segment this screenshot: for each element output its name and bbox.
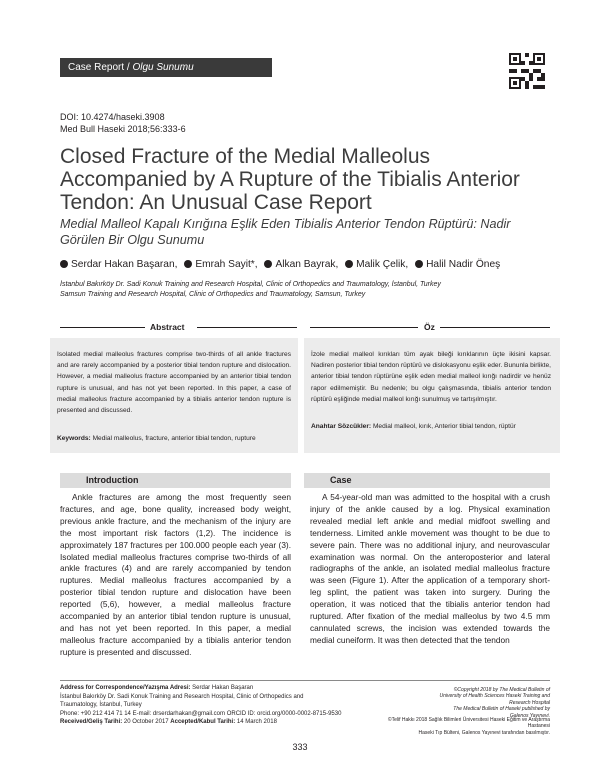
copyright-line: Haseki Tıp Bülteni, Galenos Yayınevi tarafından basılmıştır. xyxy=(418,729,550,736)
abstract-keywords xyxy=(57,433,291,444)
article-type-label-tr: Olgu Sunumu xyxy=(132,62,194,73)
divider xyxy=(440,327,550,328)
footer-divider xyxy=(60,680,550,681)
introduction-heading: Introduction xyxy=(60,473,291,488)
divider xyxy=(197,327,297,328)
accepted-label: Accepted/Kabul Tarihi: xyxy=(170,719,236,726)
author-name: Emrah Sayit*, xyxy=(195,259,258,270)
affiliation: İstanbul Bakırköy Dr. Sadi Konuk Training and Research Hospital, Clinic of Orthopedics and Traumatology, İstanbul, Turkey xyxy=(60,281,441,288)
page-number: 333 xyxy=(292,742,308,752)
affiliation: Samsun Training and Research Hospital, Clinic of Orthopedics and Traumatology, Samsun, Turkey xyxy=(60,291,366,298)
affiliations xyxy=(60,280,550,300)
keywords-label: Anahtar Sözcükler: xyxy=(311,423,372,430)
author-name: Alkan Bayrak, xyxy=(275,259,339,270)
orcid-icon xyxy=(184,260,192,268)
introduction-text: Ankle fractures are among the most frequently seen fractures, and age, bone quality, increased body weight, previous ankle fracture, and the mechanism of the injury are the most important risk factors (1,2). The incidence is approximately 187 fractures per 100.000 people each year (3). Isolated medial malleolus fractures comprise two-thirds of all ankle fractures (4) and are rarely accompanied by tendon ruptures. Medial malleolus fractures accompanied by a posterior tibial tendon rupture and dislocation have been reported (5,6), however, a medial malleolus fracture accompanied by an anterior tibial tendon rupture is unusual, and has not yet been reported. In this paper, a medial malleolus fracture accompanied by a tibialis anterior tendon rupture is presented and discussed. xyxy=(60,492,291,657)
oz-heading: Öz xyxy=(424,322,435,332)
correspondence-name: Serdar Hakan Başaran xyxy=(192,685,254,691)
keywords-label: Keywords: xyxy=(57,435,91,442)
abstract-text: Isolated medial malleolus fractures comprise two-thirds of all ankle fractures and are rarely accompanied by a posterior tibial tendon rupture and dislocation. However, a medial malleolus fracture accompanied by an anterior tibial tendon rupture is unusual, and has not yet been reported. In this paper, a case of medial malleolus fracture accompanied by a tibialis anterior tendon rupture is presented and discussed. xyxy=(57,351,291,415)
correspondence-label: Address for Correspondence/Yazışma Adresi: xyxy=(60,685,191,691)
case-heading: Case xyxy=(304,473,550,488)
copyright-line: Research Hospital xyxy=(509,699,550,706)
orcid-icon xyxy=(264,260,272,268)
article-type-bar xyxy=(60,58,272,77)
author-name: Serdar Hakan Başaran, xyxy=(71,259,178,270)
keywords-value: Medial malleol, kırık, Anterior tibial tendon, rüptür xyxy=(372,423,516,430)
divider xyxy=(310,327,418,328)
copyright-line: ©Telif Hakkı 2018 Sağlık Bilimleri Üniversitesi Haseki Eğitim ve Araştırma Hastanesi xyxy=(387,717,550,730)
author-name: Malik Çelik, xyxy=(356,259,409,270)
orcid-icon xyxy=(60,260,68,268)
orcid-icon xyxy=(415,260,423,268)
author-name: Halil Nadir Öneş xyxy=(426,259,501,270)
correspondence-address: Traumatology, İstanbul, Turkey xyxy=(60,702,142,709)
correspondence-contact: Phone: +90 212 414 71 14 E-mail: drserdarhakan@gmail.com ORCID ID: orcid.org/0000-0002-8715-9530 xyxy=(60,710,342,717)
correspondence-address: İstanbul Bakırköy Dr. Sadi Konuk Training and Research Hospital, Clinic of Orthopedics and xyxy=(60,693,304,700)
copyright-line: ©Copyright 2018 by The Medical Bulletin of xyxy=(453,687,550,693)
received-date: 20 October 2017 xyxy=(123,719,169,726)
divider xyxy=(60,327,145,328)
copyright-line: University of Health Sciences Haseki Training and xyxy=(439,693,550,700)
copyright-en xyxy=(370,687,550,719)
author-list xyxy=(60,258,560,271)
abstract-heading: Abstract xyxy=(150,322,185,332)
correspondence xyxy=(60,684,350,727)
received-label: Received/Geliş Tarihi: xyxy=(60,719,123,726)
accepted-date: 14 March 2018 xyxy=(236,719,277,726)
article-subtitle: Medial Malleol Kapalı Kırığına Eşlik Eden Tibialis Anterior Tendon Rüptürü: Nadir Görülen Bir Olgu Sunumu xyxy=(60,217,511,247)
doi: DOI: 10.4274/haseki.3908 xyxy=(60,112,165,122)
case-text: A 54-year-old man was admitted to the hospital with a crush injury of the ankle caused by a log. Physical examination revealed medial left ankle and medial midfoot swelling and tenderness. Limited ankle movement was thought to be due to severe pain. There was no additional injury, and neurovascular examination was normal. On the anteroposterior and lateral radiographs of the ankle, an isolated medial malleolus fracture was seen (Figure 1). After the application of a temporary short-leg splint, the patient was taken into surgery. During the operation, it was noticed that the tibialis anterior tendon had ruptured. After fixation of the medial malleolus by two 4.5 mm cannulated screws, the incision was extended towards the medial cuneiform. It was then detected that the tendon xyxy=(310,492,550,645)
keywords-value: Medial malleolus, fracture, anterior tibial tendon, rupture xyxy=(92,435,256,442)
oz-text: İzole medial malleol kırıkları tüm ayak bileği kırıklarının üçte ikisini kapsar. Nadiren posterior tibial tendon rüptürü ve dislokasyonu eşlik eder. Bununla birlikte, anterior tibial tendon rüptürüne eşlik eden medial malleol kırığı nadirdir ve henüz rapor edilmemiştir. Bu nedenle; bu olgu çalışmasında, tibialis anterior tendon rüptürü eşliğinde medial malleol kırığı sunulmuş ve tartışılmıştır. xyxy=(311,351,551,403)
oz-keywords xyxy=(311,421,551,432)
article-type-label: Case Report / xyxy=(68,62,130,73)
citation: Med Bull Haseki 2018;56:333-6 xyxy=(60,124,186,134)
copyright-line: The Medical Bulletin of Haseki published by xyxy=(453,706,550,713)
orcid-icon xyxy=(345,260,353,268)
qr-code-icon xyxy=(509,53,545,89)
article-title: Closed Fracture of the Medial Malleolus Accompanied by A Rupture of the Tibialis Anterior Tendon: An Unusual Case Report xyxy=(60,145,520,214)
copyright-line: Galenos Yayınevi. xyxy=(509,712,550,719)
copyright-tr xyxy=(370,717,550,736)
